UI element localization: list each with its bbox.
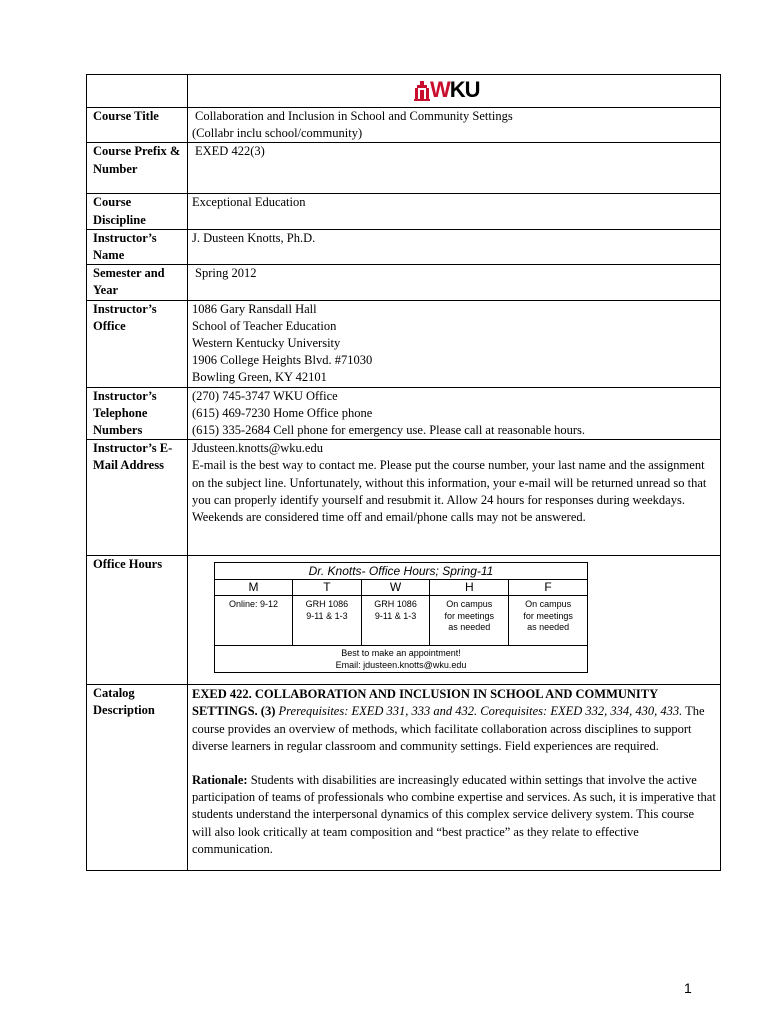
catalog-description bbox=[188, 685, 721, 871]
slot-f: On campus for meetings as needed bbox=[509, 596, 588, 646]
label-telephone: Instructor’s Telephone Numbers bbox=[87, 387, 188, 440]
semester: Spring 2012 bbox=[188, 265, 721, 300]
course-title: Collaboration and Inclusion in School and Community Settings (Collabr inclu school/community) bbox=[188, 108, 721, 143]
catalog-heading: EXED 422. COLLABORATION AND INCLUSION IN SCHOOL AND COMMUNITY SETTINGS. (3) bbox=[192, 687, 658, 719]
office-hours-footer: Best to make an appointment! Email: jdusteen.knotts@wku.edu bbox=[215, 646, 588, 673]
label-catalog: Catalog Description bbox=[87, 685, 188, 871]
label-office-hours: Office Hours bbox=[87, 556, 188, 685]
label-course-discipline: Course Discipline bbox=[87, 194, 188, 229]
slot-h: On campus for meetings as needed bbox=[430, 596, 509, 646]
label-instructor-name: Instructor’s Name bbox=[87, 229, 188, 264]
label-semester: Semester and Year bbox=[87, 265, 188, 300]
catalog-desc: The course provides an overview of methods, which facilitate collaboration across disciplines to support diverse learners in regular classroom and community settings. Field experiences are required. bbox=[192, 704, 705, 753]
logo-text: WKU bbox=[430, 77, 480, 102]
slot-m: Online: 9-12 bbox=[215, 596, 293, 646]
day-h: H bbox=[430, 580, 509, 596]
course-prefix: EXED 422(3) bbox=[188, 143, 721, 194]
email-address: Jdusteen.knotts@wku.edu bbox=[192, 441, 323, 456]
email-note: E-mail is the best way to contact me. Please put the course number, your last name and the assignment on the subject line. Unfortunately, without this information, your e-mail will be returned unread so that you can properly identify yourself and resubmit it. Allow 24 hours for responses during weekdays. Weekends are considered time off and email/phone calls may not be answered. bbox=[192, 458, 707, 525]
day-t: T bbox=[293, 580, 362, 596]
label-instructor-office: Instructor’s Office bbox=[87, 300, 188, 387]
office-hours-title: Dr. Knotts- Office Hours; Spring-11 bbox=[215, 563, 588, 580]
day-m: M bbox=[215, 580, 293, 596]
instructor-office: 1086 Gary Ransdall Hall School of Teacher Education Western Kentucky University 1906 College Heights Blvd. #71030 Bowling Green, KY 42101 bbox=[188, 300, 721, 387]
syllabus-table bbox=[86, 74, 721, 871]
office-hours-table bbox=[214, 562, 588, 673]
rationale-text: Students with disabilities are increasingly educated within settings that involve the active participation of teams of professionals who combine expertise and services. As such, it is imperative that students understand the interpersonal dynamics of this complex service delivery system. This course will also look critically at team composition and “best practice” as they relate to effective communication. bbox=[192, 773, 716, 856]
telephone-numbers: (270) 745-3747 WKU Office (615) 469-7230 Home Office phone (615) 335-2684 Cell phone for emergency use. Please call at reasonable hours. bbox=[188, 387, 721, 440]
label-course-title: Course Title bbox=[87, 108, 188, 143]
slot-w: GRH 1086 9-11 & 1-3 bbox=[361, 596, 430, 646]
cupola-icon bbox=[414, 81, 430, 101]
day-w: W bbox=[361, 580, 430, 596]
wku-logo bbox=[414, 79, 480, 101]
page-number: 1 bbox=[684, 980, 692, 996]
course-discipline: Exceptional Education bbox=[188, 194, 721, 229]
label-course-prefix: Course Prefix & Number bbox=[87, 143, 188, 194]
logo-cell bbox=[188, 75, 721, 108]
label-email: Instructor’s E-Mail Address bbox=[87, 440, 188, 556]
slot-t: GRH 1086 9-11 & 1-3 bbox=[293, 596, 362, 646]
instructor-name: J. Dusteen Knotts, Ph.D. bbox=[188, 229, 721, 264]
email-info bbox=[188, 440, 721, 556]
office-hours bbox=[188, 556, 721, 685]
rationale-label: Rationale: bbox=[192, 773, 248, 788]
day-f: F bbox=[509, 580, 588, 596]
catalog-prereq: Prerequisites: EXED 331, 333 and 432. Corequisites: EXED 332, 334, 430, 433. bbox=[278, 704, 683, 719]
